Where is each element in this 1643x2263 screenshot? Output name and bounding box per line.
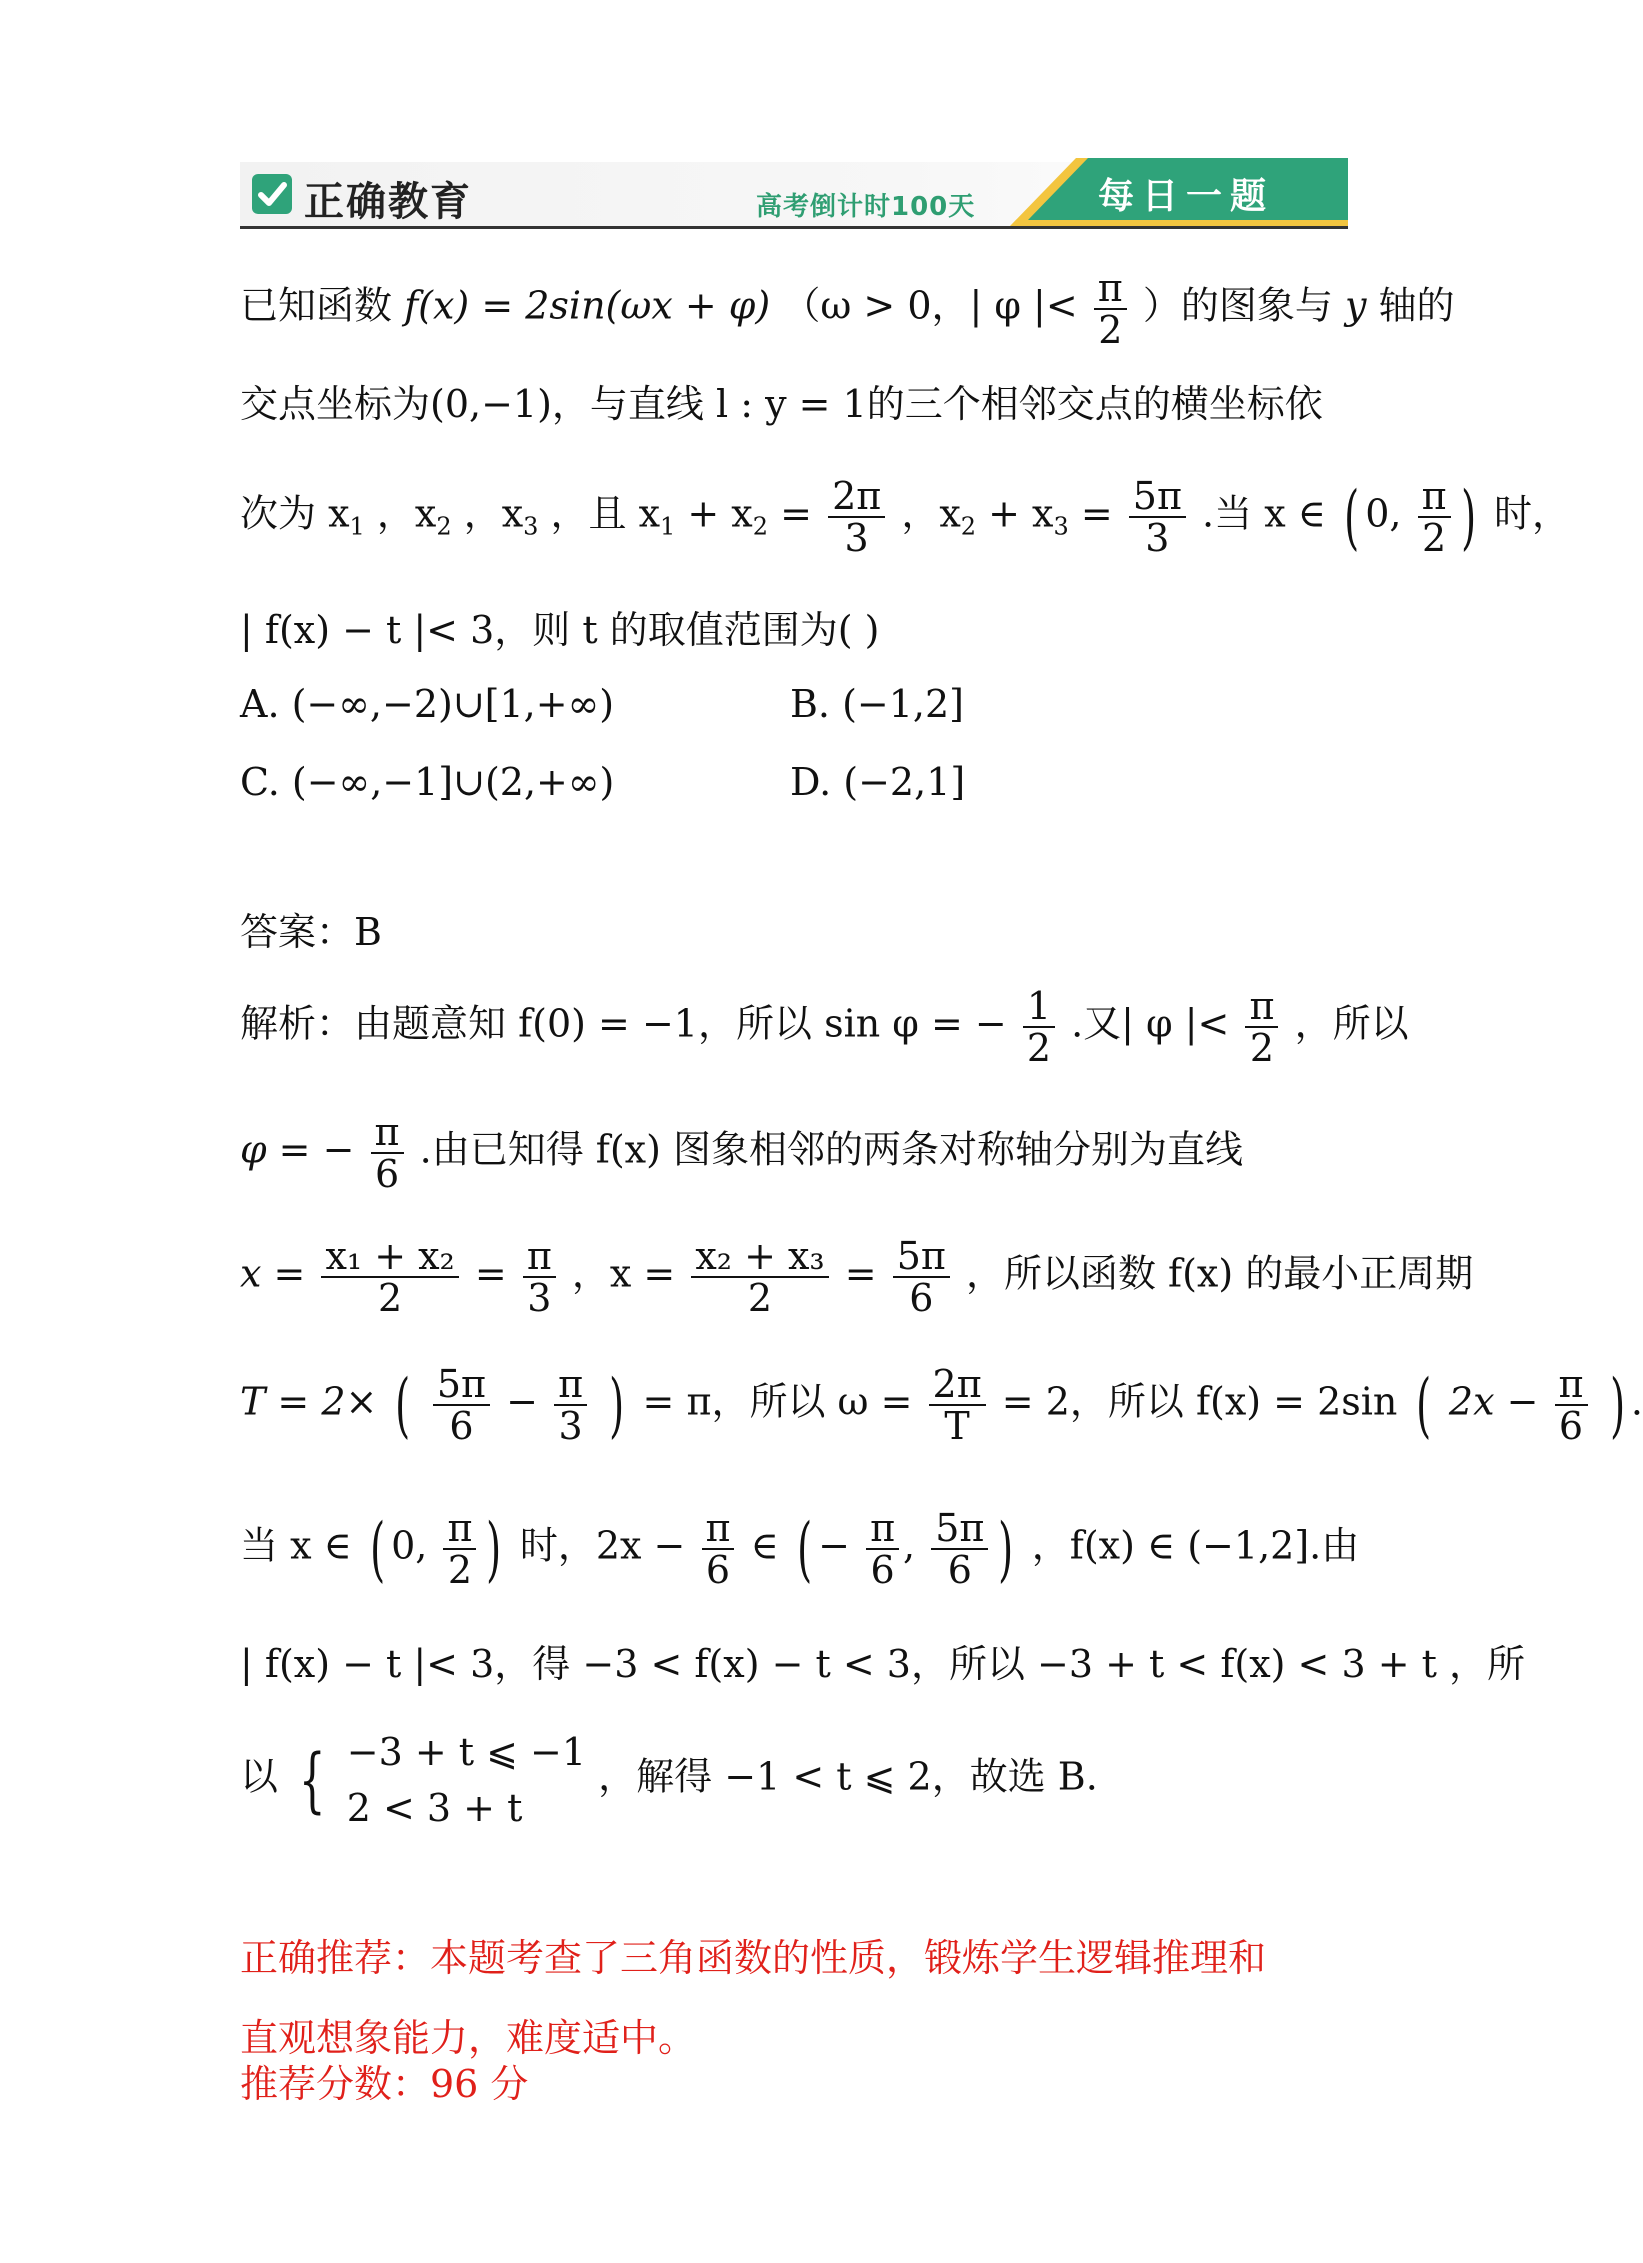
text: + x [675, 491, 753, 536]
text: 0, [1365, 491, 1402, 536]
text: 次为 x [240, 491, 350, 536]
frac-den: 2 [1422, 516, 1447, 560]
frac-den: 2 [378, 1276, 403, 1320]
option-c: C. (−∞,−1]∪(2,+∞) [240, 760, 615, 804]
frac-num: 5π [1129, 476, 1186, 518]
frac-den: 6 [1558, 1404, 1584, 1448]
text: + x [976, 491, 1054, 536]
solution-line-6: | f(x) − t |< 3，得 −3 < f(x) − t < 3，所以 −3 + t < f(x) < 3 + t ，所 [240, 1642, 1525, 1686]
frac-den: 6 [870, 1548, 895, 1592]
frac-den: 2 [747, 1276, 773, 1320]
text: 时， [1494, 491, 1571, 536]
fraction [828, 476, 885, 558]
formula: φ = − [240, 1127, 355, 1172]
frac-num: π [1094, 268, 1127, 310]
recommend-score: 推荐分数：96 分 [240, 2062, 529, 2106]
frac-num: 5π [433, 1364, 490, 1406]
formula: f(x) = 2sin(ωx + φ) [404, 283, 771, 328]
fraction [1555, 1364, 1588, 1446]
frac-num: π [866, 1508, 899, 1550]
solution-line-5: 当 x ∈ ( 0, $\frac{\pi}{2}$ ) 时，2x − $\frac{\pi}{6}$ ∈ ( − $\frac{\pi}{6}$ , $\frac{5\pi}{6}$ ) ，f(x) ∈ (−1,2].由 [240, 1506, 1360, 1592]
frac-den: 6 [449, 1404, 474, 1448]
fraction [1023, 986, 1055, 1068]
fraction [523, 1236, 556, 1318]
text: = π，所以 ω = [642, 1379, 913, 1424]
frac-num: x₁ + x₂ [321, 1236, 458, 1278]
header-banner [240, 158, 1348, 228]
frac-den: T [944, 1404, 970, 1448]
daily-label: 每日一题 [1098, 176, 1275, 217]
text: = [780, 491, 812, 536]
fraction [443, 1508, 476, 1590]
text: ，x [901, 491, 961, 536]
inequality-system [347, 1724, 586, 1836]
text: ，x [463, 491, 524, 536]
question-line-1 [240, 268, 1455, 350]
question-line-3: 次为 $x_1$ ，$x_2$ ，$x_3$ ，且 $x_1 + x_2$ = $\frac{2\pi}{3}$ ，$x_2 + x_3$ = $\frac{5\pi}{3}$ .当 x ∈ ( 0, $\frac{\pi}{2}$ ) 时， [240, 474, 1571, 560]
formula: T = 2× [240, 1379, 378, 1424]
frac-num: π [554, 1364, 587, 1406]
text: ，所以 [1294, 1001, 1409, 1046]
fraction [321, 1236, 458, 1318]
frac-num: 5π [893, 1236, 950, 1278]
fraction [1418, 476, 1451, 558]
text: ，f(x) ∈ (−1,2].由 [1031, 1523, 1360, 1568]
text: ，x = [571, 1251, 676, 1296]
text: − [818, 1523, 850, 1568]
fraction [931, 1508, 988, 1590]
frac-num: 1 [1023, 986, 1055, 1028]
text: 轴的 [1378, 283, 1455, 328]
frac-num: x₂ + x₃ [691, 1236, 828, 1278]
text: . [1630, 1379, 1643, 1424]
text: （ω > 0，| φ |< [782, 283, 1078, 328]
solution-line-1 [240, 986, 1409, 1068]
fraction [691, 1236, 828, 1318]
text: ）的图象与 [1142, 283, 1333, 328]
recommend-line-2: 直观想象能力，难度适中。 [240, 2016, 697, 2060]
solution-line-3 [240, 1236, 1473, 1318]
text: .当 x ∈ [1202, 491, 1326, 536]
option-b: B. (−1,2] [790, 682, 965, 726]
frac-num: π [702, 1508, 735, 1550]
text: ∈ [750, 1523, 779, 1568]
daily-tab [1010, 158, 1348, 222]
text: 以 [240, 1754, 279, 1799]
text: = 2，所以 f(x) = 2sin [1001, 1379, 1398, 1424]
text: 时，2x − [519, 1523, 686, 1568]
frac-num: π [371, 1112, 404, 1154]
formula: x = [240, 1251, 306, 1296]
frac-den: 6 [374, 1152, 400, 1196]
option-d: D. (−2,1] [790, 760, 966, 804]
solution-line-7: 以 { −3 + t ⩽ −1 2 < 3 + t ，解得 −1 < t ⩽ 2，故选 B. [240, 1724, 1098, 1836]
frac-num: π [523, 1236, 556, 1278]
fraction [554, 1364, 587, 1446]
inequality-row: 2 < 3 + t [346, 1786, 523, 1830]
frac-den: 3 [558, 1404, 583, 1448]
text: = [1080, 491, 1113, 536]
recommend-line-1: 正确推荐：本题考查了三角函数的性质，锻炼学生逻辑推理和 [240, 1936, 1267, 1980]
frac-num: 2π [828, 476, 885, 518]
fraction [1094, 268, 1127, 350]
frac-num: 2π [929, 1364, 986, 1406]
fraction [433, 1364, 490, 1446]
frac-num: π [1418, 476, 1451, 518]
answer-label: 答案：B [240, 910, 382, 954]
frac-den: 3 [527, 1276, 552, 1320]
frac-den: 6 [705, 1548, 731, 1592]
text: ，解得 −1 < t ⩽ 2，故选 B. [598, 1754, 1098, 1799]
fraction [1245, 986, 1278, 1068]
frac-den: 6 [947, 1548, 972, 1592]
inequality-row: −3 + t ⩽ −1 [346, 1730, 587, 1774]
text: 已知函数 [240, 283, 393, 328]
frac-den: 6 [909, 1276, 934, 1320]
text: ，x [376, 491, 437, 536]
frac-num: π [1555, 1364, 1588, 1406]
check-icon [252, 174, 292, 214]
countdown-label: 高考倒计时100天 [756, 192, 976, 222]
formula: y [1344, 283, 1367, 328]
text: ，所以函数 f(x) 的最小正周期 [965, 1251, 1474, 1296]
formula: 2x − [1448, 1379, 1539, 1424]
question-line-2: 交点坐标为(0,−1)，与直线 l : y = 1的三个相邻交点的横坐标依 [240, 382, 1323, 426]
brand-name: 正确教育 [304, 179, 472, 225]
text: ，且 x [550, 491, 661, 536]
question-line-4: | f(x) − t |< 3，则 t 的取值范围为( ) [240, 608, 880, 652]
frac-den: 2 [1098, 308, 1123, 352]
fraction [866, 1508, 899, 1590]
text: 0, [391, 1523, 428, 1568]
fraction [702, 1508, 735, 1590]
text: , [903, 1523, 916, 1568]
text: .又| φ |< [1071, 1001, 1230, 1046]
fraction [1129, 476, 1186, 558]
frac-num: 5π [931, 1508, 988, 1550]
fraction [371, 1112, 404, 1194]
solution-line-4: T = 2× ( $\frac{5\pi}{6}$ − $\frac{\pi}{3}$ ) = π，所以 ω = $\frac{2\pi}{T}$ = 2，所以 f(x) = 2sin ( 2x − $\frac{\pi}{6}$ ) . [240, 1362, 1643, 1448]
frac-den: 3 [1145, 516, 1170, 560]
text: = [474, 1251, 507, 1296]
text: 解析：由题意知 f(0) = −1，所以 sin φ = − [240, 1001, 1007, 1046]
frac-den: 2 [1026, 1026, 1051, 1070]
text: 当 x ∈ [240, 1523, 352, 1568]
option-a: A. (−∞,−2)∪[1,+∞) [240, 682, 615, 726]
text: .由已知得 f(x) 图象相邻的两条对称轴分别为直线 [419, 1127, 1244, 1172]
fraction [893, 1236, 950, 1318]
text: = [844, 1251, 877, 1296]
frac-den: 2 [1249, 1026, 1275, 1070]
frac-den: 3 [844, 516, 869, 560]
frac-num: π [443, 1508, 476, 1550]
frac-den: 2 [447, 1548, 473, 1592]
frac-num: π [1245, 986, 1278, 1028]
fraction [929, 1364, 986, 1446]
text: − [506, 1379, 538, 1424]
solution-line-2 [240, 1112, 1243, 1194]
